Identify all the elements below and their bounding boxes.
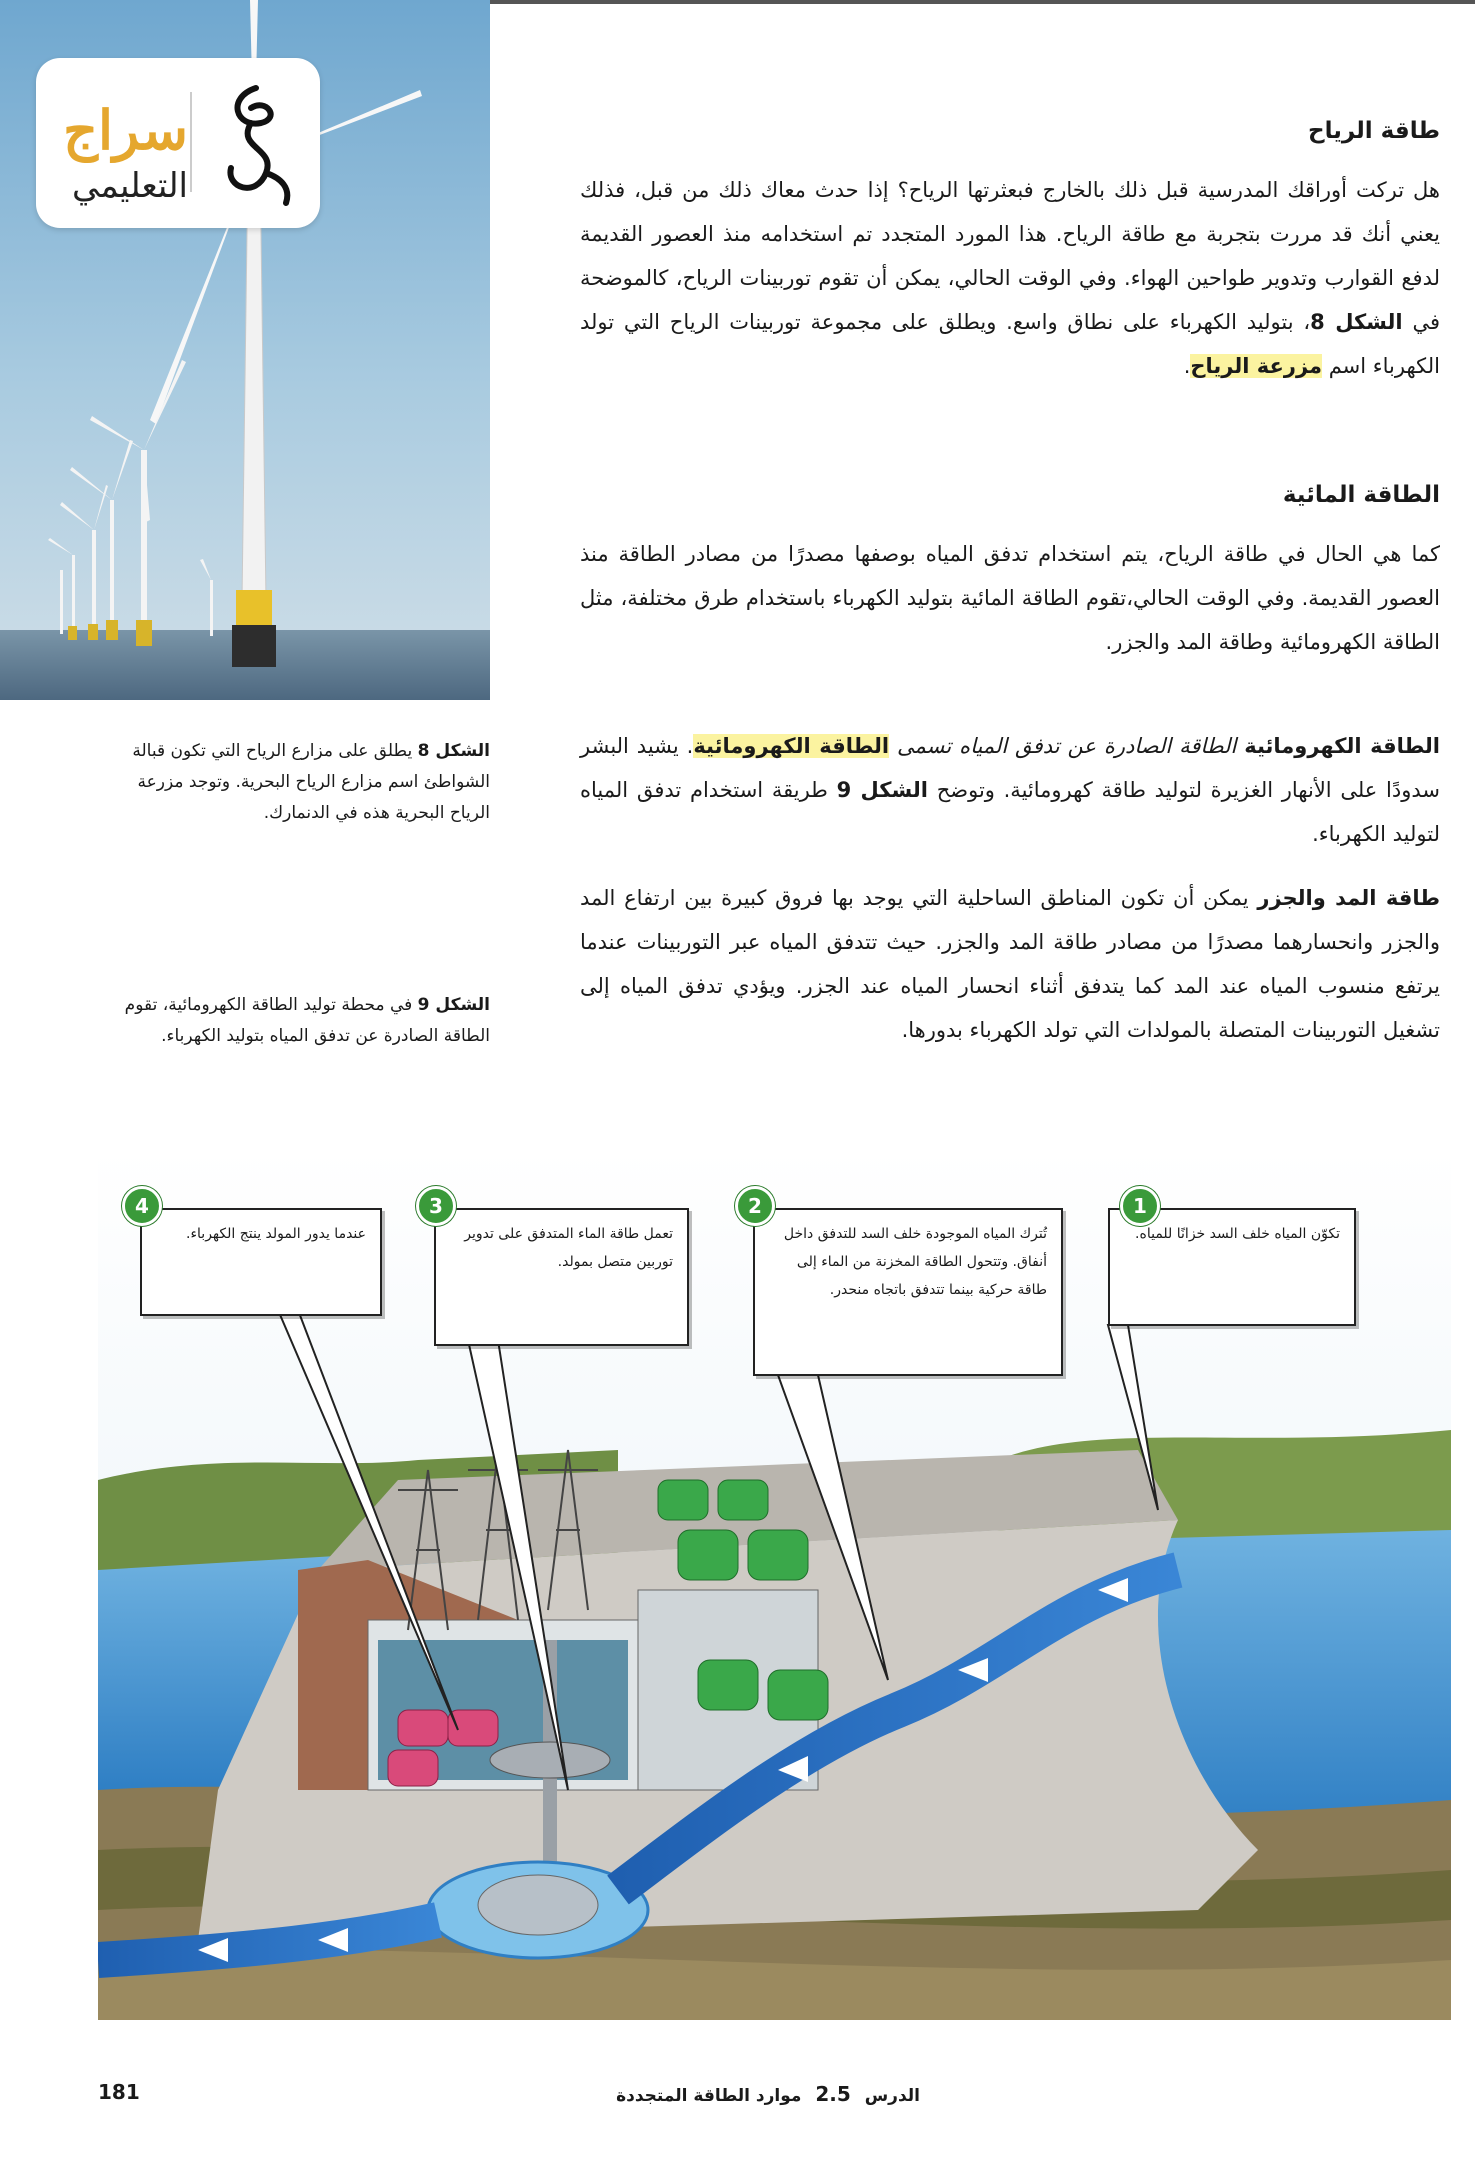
footer-lesson-word: الدرس	[864, 2086, 920, 2106]
wind-text-2: ، بتوليد الكهرباء على نطاق واسع. ويطلق على مجموعة توربينات الرياح التي تولد الكهرباء اسم	[580, 310, 1440, 378]
callout-4-text: عندما يدور المولد ينتج الكهرباء.	[186, 1226, 366, 1242]
wind-text-1: هل تركت أوراقك المدرسية قبل ذلك بالخارج فبعثرتها الرياح؟ إذا حدث معاك ذلك من قبل، فذلك يعني أنك قد مررت بتجربة مع طاقة الرياح. هذا المورد المتجدد تم استخدامه منذ العصور القديمة لدفع القوارب وتدوير طواحين الهواء. وفي الوقت الحالي، يمكن أن تقوم توربينات الرياح، كالموضحة في	[580, 178, 1440, 334]
hydro-section	[580, 482, 1440, 508]
wind-section	[580, 118, 1440, 144]
figure9-caption	[110, 990, 490, 1052]
fig8-label: الشكل 8	[417, 741, 490, 761]
figure8-caption	[110, 736, 490, 829]
wind-paragraph-block	[580, 168, 1440, 388]
callout-1-text: تكوّن المياه خلف السد خزانًا للمياه.	[1135, 1226, 1340, 1242]
callout-3-text: تعمل طاقة الماء المتدفق على تدوير توربين متصل بمولد.	[464, 1226, 673, 1270]
logo-line2: التعليمي	[72, 166, 188, 206]
site-logo	[36, 58, 320, 228]
fig9-label: الشكل 9	[417, 995, 490, 1015]
callout-3	[434, 1208, 689, 1346]
footer-lesson-title: موارد الطاقة المتجددة	[616, 2086, 802, 2106]
footer-lesson-number: 2.5	[815, 2082, 851, 2106]
calligraphy-mark-icon	[206, 78, 298, 208]
hydroelectric-def: الطاقة الصادرة عن تدفق المياه تسمى	[897, 734, 1237, 758]
hydro-paragraph-block	[580, 532, 1440, 664]
tidal-paragraph	[580, 876, 1440, 1052]
logo-line1: سراج	[63, 98, 188, 162]
tidal-block	[580, 876, 1440, 1052]
hydroelectric-term: الطاقة الكهرومائية	[693, 734, 890, 758]
wind-heading: طاقة الرياح	[1308, 118, 1440, 144]
tidal-lead: طاقة المد والجزر	[1257, 886, 1440, 910]
callout-4	[140, 1208, 382, 1316]
logo-divider	[190, 92, 192, 192]
callout-2	[753, 1208, 1063, 1376]
hydroelectric-text: . يشيد البشر سدودًا على الأنهار الغزيرة لتوليد طاقة كهرومائية. وتوضح	[580, 734, 1440, 802]
callout-3-number: 3	[416, 1186, 456, 1226]
fig9-ref: الشكل 9	[836, 778, 928, 802]
wind-text-3: .	[1183, 354, 1191, 378]
hydro-heading: الطاقة المائية	[1282, 482, 1440, 508]
fig8-ref: الشكل 8	[1310, 310, 1403, 334]
page-number: 181	[98, 2080, 140, 2104]
hydro-paragraph: كما هي الحال في طاقة الرياح، يتم استخدام تدفق المياه بوصفها مصدرًا من مصادر الطاقة منذ العصور القديمة. وفي الوقت الحالي،تقوم الطاقة المائية بتوليد الكهرباء باستخدام طرق مختلفة، مثل الطاقة الكهرومائية وطاقة المد والجزر.	[580, 542, 1440, 654]
callout-2-number: 2	[735, 1186, 775, 1226]
callout-4-number: 4	[122, 1186, 162, 1226]
hydroelectric-dam-diagram	[98, 1150, 1451, 2020]
callout-1	[1108, 1208, 1356, 1326]
page-footer	[420, 2082, 920, 2106]
callout-2-text: تُترك المياه الموجودة خلف السد للتدفق داخل أنفاق. وتتحول الطاقة المخزنة من الماء إلى طاقة حركية بينما تتدفق باتجاه منحدر.	[783, 1226, 1047, 1298]
fig8-text: يطلق على مزارع الرياح التي تكون قبالة الشواطئ اسم مزارع الرياح البحرية. وتوجد مزرعة الرياح البحرية هذه في الدنمارك.	[132, 741, 490, 823]
fig9-text: في محطة توليد الطاقة الكهرومائية، تقوم الطاقة الصادرة عن تدفق المياه بتوليد الكهرباء.	[124, 995, 490, 1046]
wind-farm-term: مزرعة الرياح	[1190, 354, 1323, 378]
hydroelectric-lead: الطاقة الكهرومائية	[1244, 734, 1441, 758]
hydroelectric-paragraph	[580, 724, 1440, 856]
wind-paragraph	[580, 168, 1440, 388]
tidal-text: يمكن أن تكون المناطق الساحلية التي يوجد بها فروق كبيرة بين ارتفاع المد والجزر وانحسارهما مصدرًا من مصادر طاقة المد والجزر. حيث تتدفق المياه عبر التوربينات عندما يرتفع منسوب المياه عند المد كما يتدفق أثناء انحسار المياه عند الجزر. ويؤدي تدفق المياه إلى تشغيل التوربينات المتصلة بالمولدات التي تولد الكهرباء بدورها.	[580, 886, 1440, 1042]
hydroelectric-text-2: طريقة استخدام تدفق المياه لتوليد الكهرباء.	[580, 778, 1440, 846]
callout-1-number: 1	[1120, 1186, 1160, 1226]
hydroelectric-block	[580, 724, 1440, 856]
